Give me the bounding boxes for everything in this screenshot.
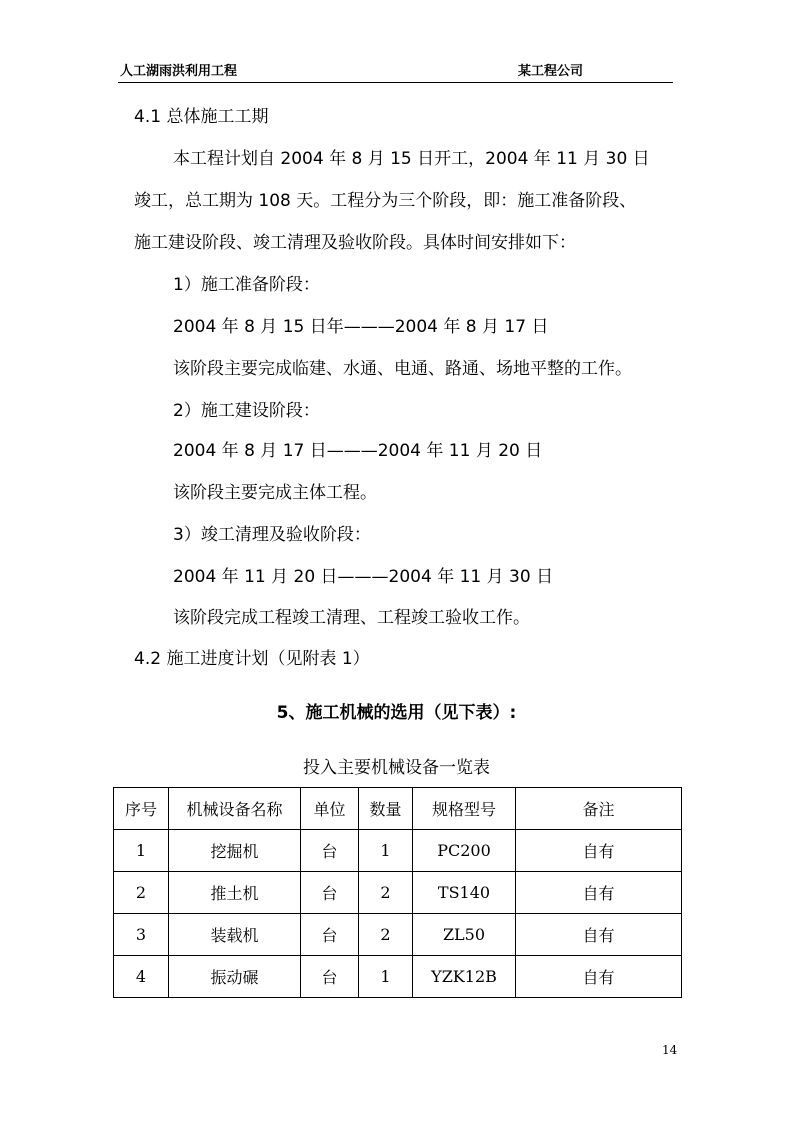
table-cell: 挖掘机 xyxy=(169,830,301,872)
paragraph-line-2: 竣工，总工期为 108 天。工程分为三个阶段，即：施工准备阶段、 xyxy=(134,191,637,211)
table-cell: 台 xyxy=(301,830,359,872)
table-header-row xyxy=(114,788,682,830)
table-row xyxy=(114,956,682,998)
stage-2-desc: 该阶段主要完成主体工程。 xyxy=(173,483,377,503)
stage-3-dates: 2004 年 11 月 20 日———2004 年 11 月 30 日 xyxy=(173,567,554,587)
stage-2-dates: 2004 年 8 月 17 日———2004 年 11 月 20 日 xyxy=(173,441,543,461)
stage-1-title: 1）施工准备阶段： xyxy=(173,275,320,295)
table-cell: 台 xyxy=(301,914,359,956)
paragraph-line-1: 本工程计划自 2004 年 8 月 15 日开工，2004 年 11 月 30 日 xyxy=(173,149,650,169)
table-cell: 台 xyxy=(301,872,359,914)
paragraph-line-3: 施工建设阶段、竣工清理及验收阶段。具体时间安排如下： xyxy=(134,233,576,253)
stage-2-title: 2）施工建设阶段： xyxy=(173,401,320,421)
section-5-title: 5、施工机械的选用（见下表）: xyxy=(276,703,517,723)
table-cell: 自有 xyxy=(516,956,682,998)
table-cell: YZK12B xyxy=(413,956,516,998)
table-cell: 1 xyxy=(359,956,413,998)
header-cell: 数量 xyxy=(359,788,413,830)
header-project-name: 人工湖雨洪利用工程 xyxy=(120,64,238,79)
table-cell: PC200 xyxy=(413,830,516,872)
table-cell: 自有 xyxy=(516,830,682,872)
table-cell: 4 xyxy=(114,956,169,998)
equipment-table xyxy=(113,787,682,998)
table-cell: ZL50 xyxy=(413,914,516,956)
table-row xyxy=(114,872,682,914)
table-cell: 振动碾 xyxy=(169,956,301,998)
table-cell: 3 xyxy=(114,914,169,956)
table-row xyxy=(114,914,682,956)
table-cell: 推土机 xyxy=(169,872,301,914)
header-cell: 备注 xyxy=(516,788,682,830)
header-cell: 单位 xyxy=(301,788,359,830)
stage-3-desc: 该阶段完成工程竣工清理、工程竣工验收工作。 xyxy=(173,608,530,628)
header-cell: 规格型号 xyxy=(413,788,516,830)
stage-1-dates: 2004 年 8 月 15 日年———2004 年 8 月 17 日 xyxy=(173,317,549,337)
table-cell: 自有 xyxy=(516,914,682,956)
table-cell: 2 xyxy=(359,914,413,956)
table-cell: 2 xyxy=(114,872,169,914)
table-cell: 1 xyxy=(114,830,169,872)
table-cell: 自有 xyxy=(516,872,682,914)
header-company-name: 某工程公司 xyxy=(518,64,584,79)
stage-3-title: 3）竣工清理及验收阶段： xyxy=(173,525,371,545)
stage-1-desc: 该阶段主要完成临建、水通、电通、路通、场地平整的工作。 xyxy=(173,359,632,379)
page-header xyxy=(118,58,673,83)
table-caption: 投入主要机械设备一览表 xyxy=(303,758,490,778)
table-cell: 1 xyxy=(359,830,413,872)
table-cell: 2 xyxy=(359,872,413,914)
table-row xyxy=(114,830,682,872)
table-cell: TS140 xyxy=(413,872,516,914)
heading-4-2: 4.2 施工进度计划（见附表 1） xyxy=(134,649,370,669)
page-number: 14 xyxy=(662,1043,678,1057)
header-cell: 机械设备名称 xyxy=(169,788,301,830)
table-cell: 装载机 xyxy=(169,914,301,956)
heading-4-1: 4.1 总体施工工期 xyxy=(134,107,269,127)
header-cell: 序号 xyxy=(114,788,169,830)
table-cell: 台 xyxy=(301,956,359,998)
